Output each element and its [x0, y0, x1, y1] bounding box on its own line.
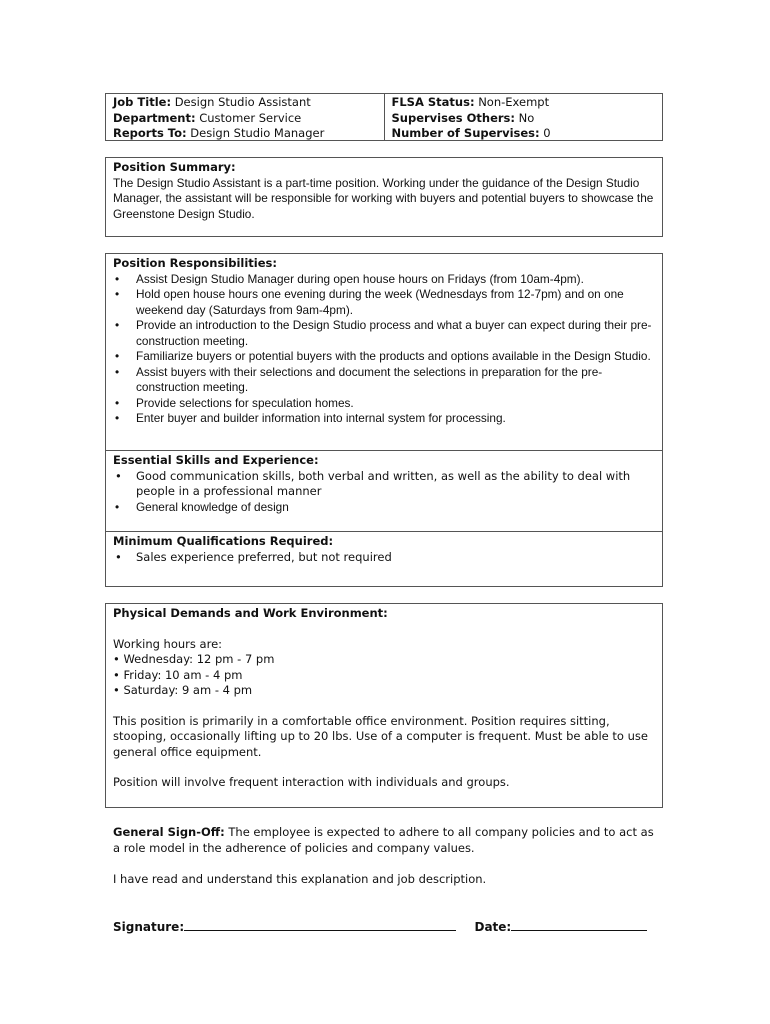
flsa-label: FLSA Status: [391, 95, 475, 109]
signoff-label: General Sign-Off: [113, 825, 225, 839]
job-header-left [106, 94, 384, 140]
interaction-text: Position will involve frequent interaction with individuals and groups. [113, 775, 510, 789]
list-item: • Provide an introduction to the Design Studio process and what a buyer can expect during their pre-construction meeting. [113, 318, 655, 349]
supervises-value: No [518, 110, 535, 125]
skills-list [113, 469, 655, 516]
work-environment-text: This position is primarily in a comfortable office environment. Position requires sitting, stooping, occasionally lifting up to 20 lbs. Use of a computer is frequent. Must be able to use general office equipment. [113, 713, 648, 759]
responsibilities-box [105, 253, 663, 587]
list-item: • Assist buyers with their selections and document the selections in preparation for the pre-construction meeting. [113, 365, 655, 396]
list-item: • Provide selections for speculation homes. [113, 396, 655, 412]
num-supervises-value: 0 [543, 126, 551, 140]
responsibilities-list [113, 272, 655, 427]
qualifications-title: Minimum Qualifications Required: [113, 534, 334, 548]
signature-label: Signature: [113, 920, 185, 934]
list-item: • Good communication skills, both verbal and written, as well as the ability to deal with people in a professional manner [113, 469, 655, 500]
job-title-value: Design Studio Assistant [174, 95, 311, 109]
reports-to-label: Reports To: [113, 126, 187, 140]
job-header-right [384, 94, 663, 140]
job-title-label: Job Title: [113, 95, 172, 109]
reports-to-value: Design Studio Manager [190, 126, 325, 140]
list-item: • Assist Design Studio Manager during open house hours on Fridays (from 10am-4pm). [113, 272, 655, 288]
signature-row [113, 918, 647, 934]
working-hours-intro: Working hours are: [113, 636, 223, 651]
list-item: • Enter buyer and builder information into internal system for processing. [113, 411, 655, 427]
list-item: • General knowledge of design [113, 500, 655, 516]
skills-title: Essential Skills and Experience: [113, 453, 319, 467]
department-label: Department: [113, 110, 196, 125]
job-header-table [105, 93, 663, 141]
num-supervises-label: Number of Supervises: [391, 126, 540, 140]
physical-demands-box [105, 603, 663, 808]
responsibilities-title: Position Responsibilities: [113, 256, 277, 270]
physical-demands-title: Physical Demands and Work Environment: [113, 606, 388, 620]
working-hours-item: • Friday: 10 am - 4 pm [113, 667, 243, 682]
date-label: Date: [474, 920, 512, 934]
flsa-value: Non-Exempt [478, 95, 550, 109]
signature-line[interactable] [184, 918, 456, 931]
list-item: • Familiarize buyers or potential buyers with the products and options available in the Design Studio. [113, 349, 655, 365]
list-item: • Sales experience preferred, but not required [113, 550, 655, 566]
department-value: Customer Service [199, 110, 302, 125]
position-summary-title: Position Summary: [113, 160, 236, 174]
list-item: • Hold open house hours one evening during the week (Wednesdays from 12-7pm) and on one weekend day (Saturdays from 9am-4pm). [113, 287, 655, 318]
acknowledgement-text: I have read and understand this explanation and job description. [113, 872, 487, 886]
general-signoff [113, 824, 663, 856]
working-hours-item: • Wednesday: 12 pm - 7 pm [113, 652, 275, 666]
supervises-label: Supervises Others: [391, 110, 515, 125]
position-summary-box [105, 157, 663, 237]
date-line[interactable] [511, 918, 647, 931]
working-hours-item: • Saturday: 9 am - 4 pm [113, 683, 253, 697]
signoff-text: The employee is expected to adhere to all company policies and to act as a role model in the adherence of policies and company values. [113, 825, 654, 855]
position-summary-text: The Design Studio Assistant is a part-time position. Working under the guidance of the Design Studio Manager, the assistant will be responsible for working with buyers and potential buyers to showcase the Greenstone Design Studio. [113, 175, 654, 221]
qualifications-list [113, 550, 655, 566]
